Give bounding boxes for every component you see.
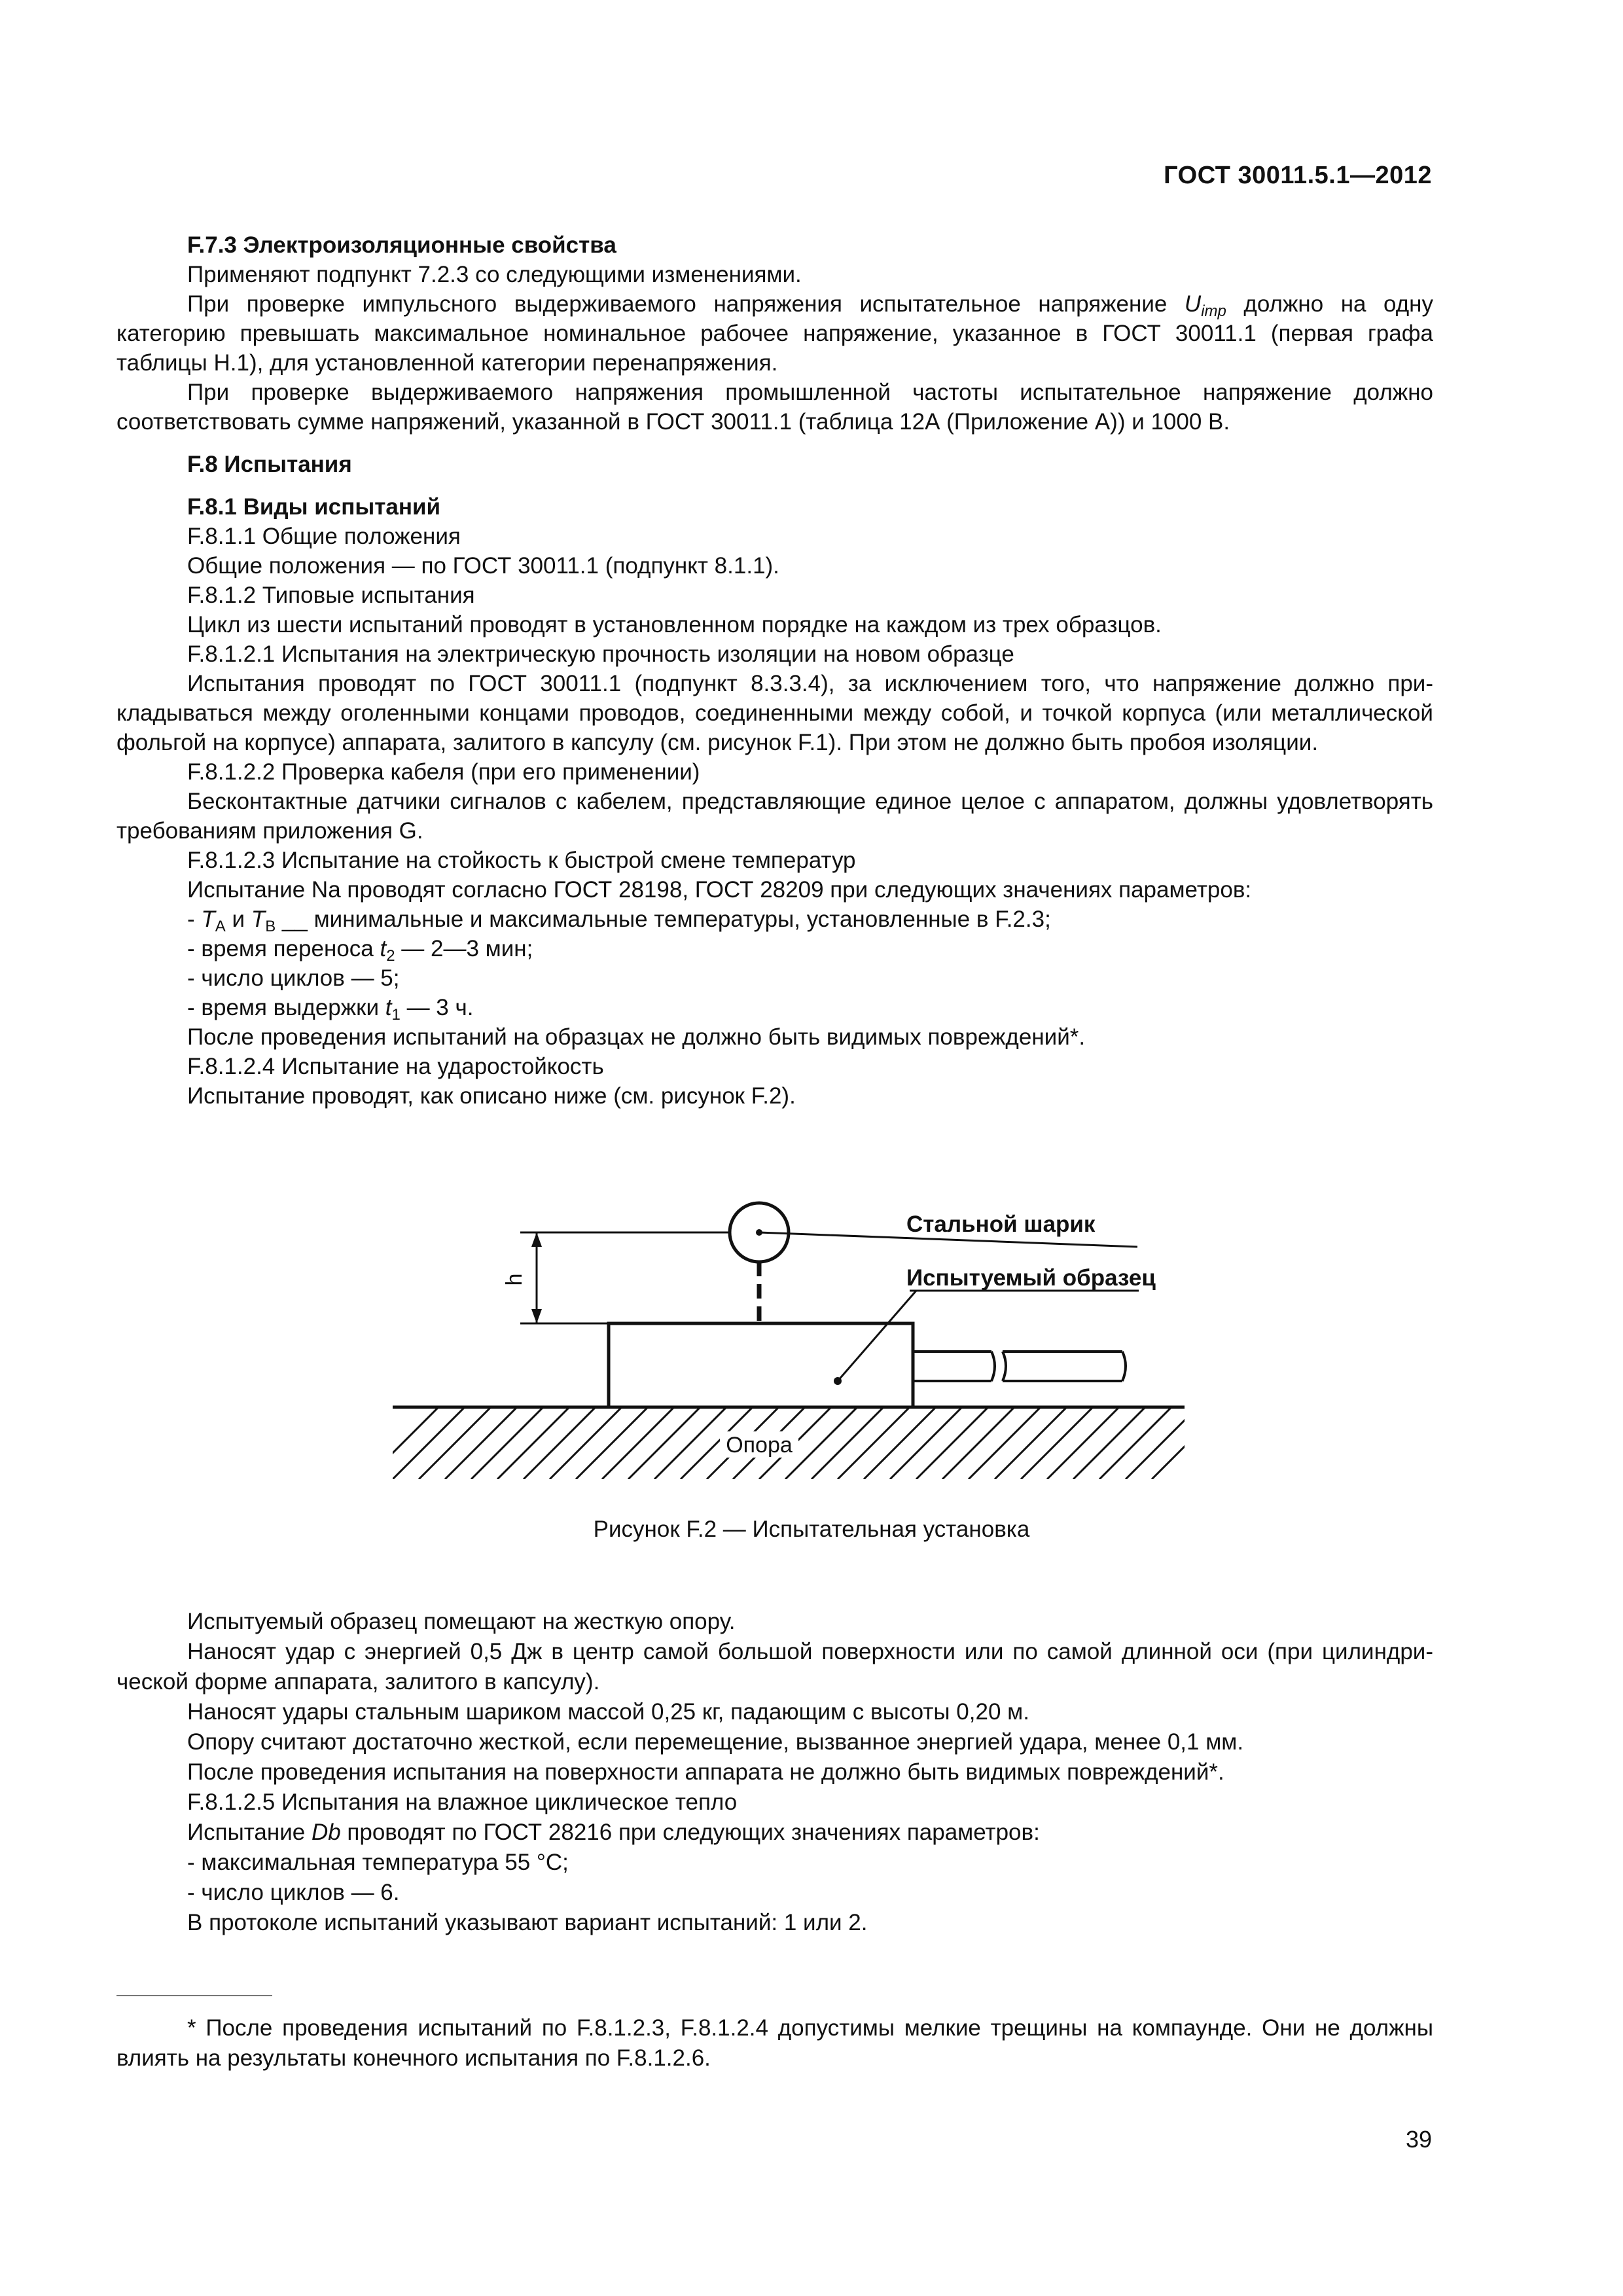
subsection-heading: F.8.1.2.4 Испытание на ударостойкость	[187, 1054, 604, 1079]
page-number: 39	[1405, 2126, 1432, 2153]
main-text-continued	[116, 1607, 1433, 1938]
figure-caption: Рисунок F.2 — Испытательная установка	[593, 1516, 1030, 1542]
paragraph: Общие положения — по ГОСТ 30011.1 (подпункт 8.1.1).	[187, 553, 779, 579]
paragraph: В протоколе испытаний указывают вариант испытаний: 1 или 2.	[187, 1910, 868, 1935]
paragraph: Наносят удар с энергией 0,5 Дж в центр самой большой поверхности или по самой длинной оси (при цилиндрической форме аппарата, залитого в капсулу).	[116, 1639, 1433, 1695]
paragraph: После проведения испытаний на образцах не должно быть видимых повреждений*.	[187, 1024, 1086, 1050]
paragraph: Испытуемый образец помещают на жесткую опору.	[187, 1609, 736, 1634]
subsection-heading: F.8.1.2.5 Испытания на влажное циклическое тепло	[187, 1789, 738, 1815]
list-item: - $T_A$ и $T_B$ __ минимальные и максимальные температуры, установленные в F.2.3;	[187, 906, 1051, 935]
paragraph: Испытания проводят по ГОСТ 30011.1 (подпункт 8.3.3.4), за исключением того, что напряжение должно прикладываться между оголенными концами проводов, соединенными между собой, и точкой корпуса (или металлической фольгой на корпусе) аппарата, залитого в капсулу (см. рисунок F.1). При этом не должно быть пробоя изоляции.	[116, 671, 1433, 755]
paragraph: Цикл из шести испытаний проводят в установленном порядке на каждом из трех образцов.	[187, 612, 1162, 637]
paragraph: Испытание Na проводят согласно ГОСТ 28198, ГОСТ 28209 при следующих значениях параметров:	[187, 877, 1252, 903]
footnote-divider	[116, 1995, 272, 1996]
ball-label: Стальной шарик	[906, 1211, 1096, 1237]
document-number: ГОСТ 30011.5.1—2012	[1164, 162, 1432, 189]
sample-label: Испытуемый образец	[906, 1265, 1156, 1291]
subsection-heading: F.8.1.2.1 Испытания на электрическую прочность изоляции на новом образце	[187, 641, 1014, 667]
footnote: * После проведения испытаний по F.8.1.2.3, F.8.1.2.4 допустимы мелкие трещины на компаунде. Они не должны влиять на результаты конечного испытания по F.8.1.2.6.	[116, 2015, 1433, 2071]
subsection-heading: F.8.1.1 Общие положения	[187, 524, 461, 549]
subsection-heading: F.8.1.2 Типовые испытания	[187, 583, 475, 608]
test-setup-figure	[0, 1191, 1623, 1532]
height-label: h	[502, 1273, 527, 1286]
paragraph: Наносят удары стальным шариком массой 0,25 кг, падающим с высоты 0,20 м.	[187, 1699, 1029, 1725]
paragraph: Опору считают достаточно жесткой, если перемещение, вызванное энергией удара, менее 0,1 мм.	[187, 1729, 1244, 1755]
paragraph: Применяют подпункт 7.2.3 со следующими изменениями.	[187, 262, 802, 287]
sample-cable	[913, 1352, 1126, 1381]
section-heading-f81: F.8.1 Виды испытаний	[187, 494, 441, 520]
list-item: - число циклов — 6.	[187, 1880, 400, 1905]
list-item: - максимальная температура 55 °С;	[187, 1850, 569, 1875]
section-heading-f8: F.8 Испытания	[187, 452, 352, 477]
section-heading-f73: F.7.3 Электроизоляционные свойства	[187, 232, 616, 258]
list-item: - время переноса $t_2$ — 2—3 мин;	[187, 936, 533, 965]
paragraph: Испытание Db проводят по ГОСТ 28216 при следующих значениях параметров:	[187, 1820, 1040, 1845]
main-text	[116, 230, 1433, 1111]
paragraph: При проверке выдерживаемого напряжения промышленной частоты испытательное напряжение должно соответствовать сумме напряжений, указанной в ГОСТ 30011.1 (таблица 12А (Приложение А)) и 1000 В.	[116, 380, 1433, 435]
paragraph: Испытание проводят, как описано ниже (см. рисунок F.2).	[187, 1083, 796, 1109]
list-item: - время выдержки $t_1$ — 3 ч.	[187, 995, 474, 1024]
support-label: Опора	[726, 1433, 793, 1458]
list-item: - число циклов — 5;	[187, 965, 400, 991]
test-sample	[609, 1323, 913, 1407]
subsection-heading: F.8.1.2.2 Проверка кабеля (при его применении)	[187, 759, 700, 785]
paragraph: Бесконтактные датчики сигналов с кабелем, представляющие единое целое с аппаратом, должны удовлетворять требованиям приложения G.	[116, 789, 1433, 844]
paragraph: При проверке импульсного выдерживаемого напряжения испытательное напряжение $U_{imp}$ должно на одну категорию превышать максимальное номинальное рабочее напряжение, указанное в ГОСТ 30011.1 (первая графа таблицы Н.1), для установленной категории перенапряжения.	[116, 291, 1433, 376]
paragraph: После проведения испытания на поверхности аппарата не должно быть видимых повреждений*.	[187, 1759, 1224, 1785]
subsection-heading: F.8.1.2.3 Испытание на стойкость к быстрой смене температур	[187, 848, 856, 873]
